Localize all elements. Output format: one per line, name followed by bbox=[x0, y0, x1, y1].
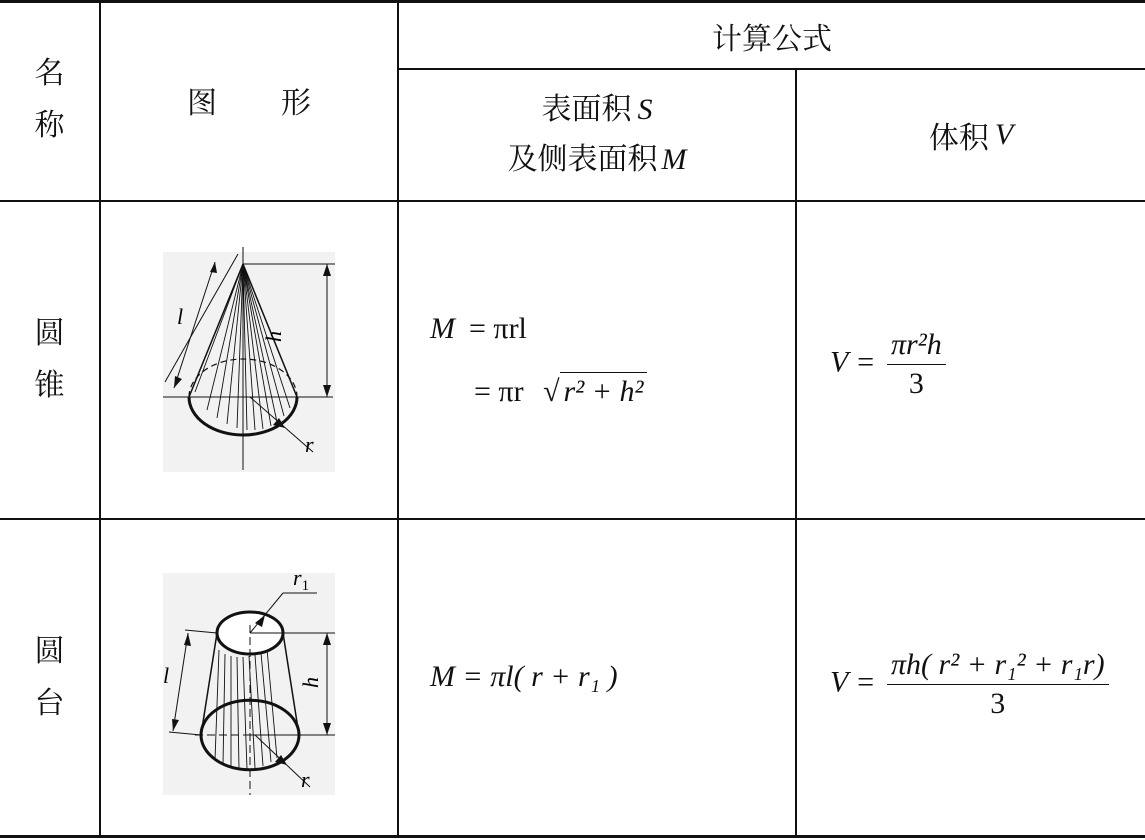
header-figure-char-2: 形 bbox=[281, 86, 311, 121]
cone-height-label: h bbox=[261, 331, 286, 342]
header-name-char-2: 称 bbox=[34, 108, 65, 143]
frustum-volume-numerator: πh( r² + r₁² + r₁r) bbox=[887, 648, 1109, 685]
volume-label: 体积 bbox=[928, 121, 989, 156]
frustum-radius-label: r bbox=[301, 767, 310, 792]
cone-volume-numerator: πr²h bbox=[887, 328, 946, 365]
row-cone-name: 圆 锥 bbox=[34, 316, 65, 403]
frustum-volume-denominator: 3 bbox=[990, 687, 1006, 720]
surface-var-S: S bbox=[637, 93, 653, 126]
cone-volume-denominator: 3 bbox=[908, 367, 924, 400]
frustum-height-label: h bbox=[298, 677, 323, 688]
cone-radius-label: r bbox=[305, 432, 314, 457]
cone-volume: V = $\frac{\text{πr²h}}{3}$ bbox=[830, 328, 946, 401]
header-bottom-rule bbox=[0, 200, 1145, 202]
frustum-slant-label: l bbox=[163, 663, 170, 688]
header-figure-char-1: 图 bbox=[187, 86, 217, 121]
frustum-volume: V = $\frac{\text{πh( r² + r₁² + r₁r)}}{3}$ bbox=[830, 648, 1109, 721]
cone-slant-label: l bbox=[177, 304, 184, 329]
header-figure-cell bbox=[101, 0, 397, 200]
cone-surface-line2: = πr √ r² + h² bbox=[474, 372, 647, 409]
row-divider bbox=[0, 518, 1145, 520]
surface-var-M: M bbox=[661, 143, 687, 176]
cone-figure bbox=[155, 242, 345, 477]
volume-var-V: V bbox=[994, 118, 1014, 151]
cone-surface-line1: M = πrl bbox=[430, 312, 527, 345]
frustum-surface: M = πl( r + r₁ ) bbox=[430, 660, 618, 693]
header-name-char-1: 名 bbox=[34, 56, 65, 91]
row-frustum-name: 圆 台 bbox=[34, 633, 65, 721]
table-bottom-border bbox=[0, 835, 1145, 838]
frustum-figure bbox=[155, 555, 345, 800]
frustum-top-radius-label: $r_1$ bbox=[293, 565, 310, 594]
header-volume-cell bbox=[797, 70, 1145, 200]
header-surface-cell bbox=[399, 70, 795, 200]
surface-label-2: 及侧表面积 bbox=[507, 142, 658, 177]
header-formula-group: 计算公式 bbox=[712, 21, 832, 57]
surface-label-1: 表面积 bbox=[541, 92, 632, 127]
header-name-cell bbox=[0, 0, 99, 200]
